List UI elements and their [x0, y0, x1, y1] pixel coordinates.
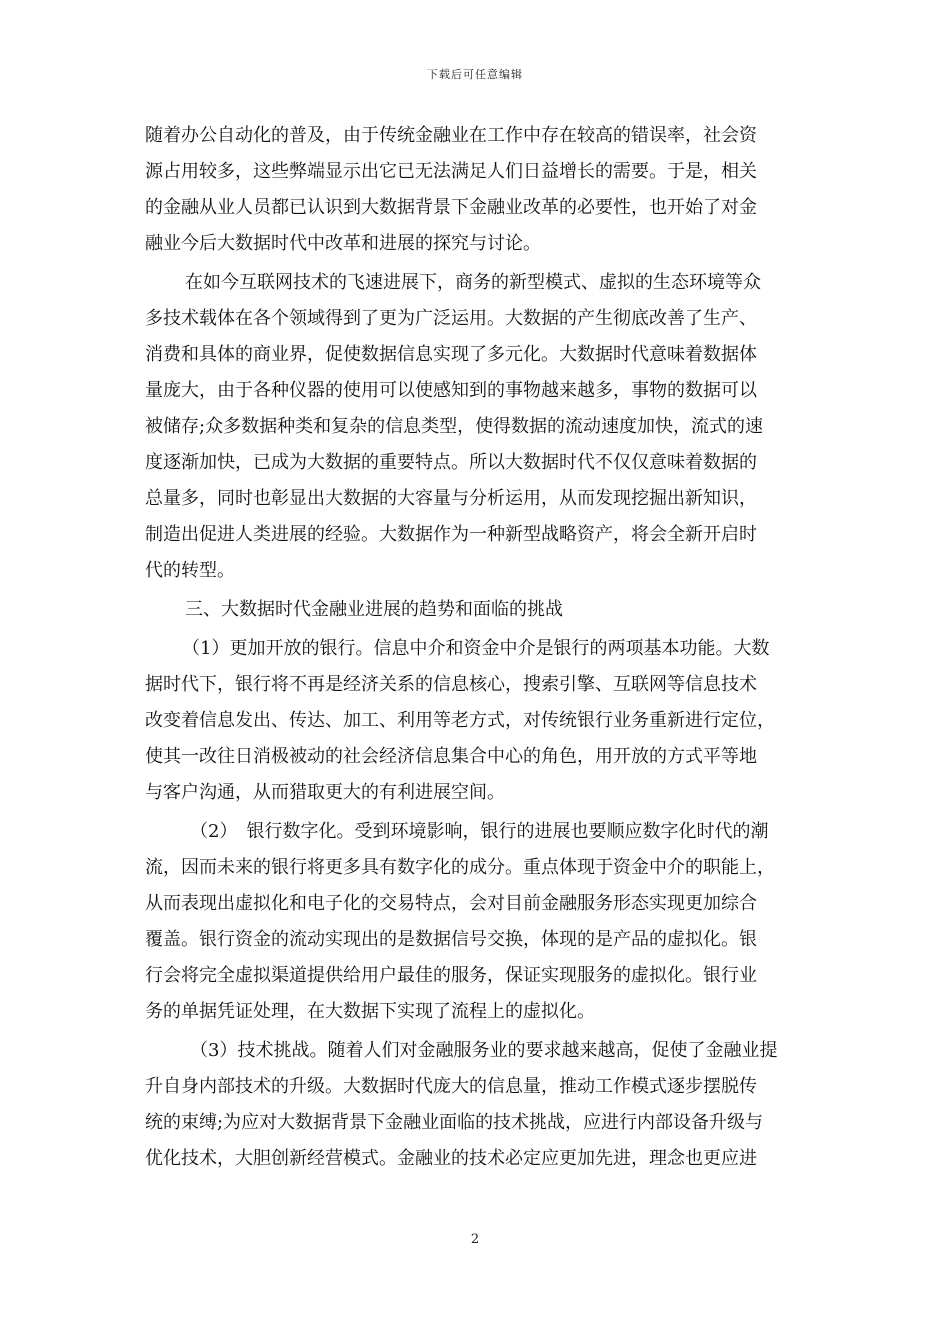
text-line: 制造出促进人类进展的经验。大数据作为一种新型战略资产，将会全新开启时 — [145, 524, 757, 545]
text-line: 融业今后大数据时代中改革和进展的探究与讨论。 — [145, 233, 541, 254]
body-text — [145, 118, 809, 1177]
section-heading — [145, 592, 809, 628]
paragraph — [145, 814, 809, 1030]
text-line: （2） 银行数字化。受到环境影响，银行的进展也要顺应数字化时代的潮 — [190, 821, 769, 842]
paragraph — [145, 118, 809, 262]
text-line: 源占用较多，这些弊端显示出它已无法满足人们日益增长的需要。于是，相关 — [145, 161, 757, 182]
paragraph — [145, 631, 809, 811]
text-line: 在如今互联网技术的飞速进展下，商务的新型模式、虚拟的生态环境等众 — [185, 272, 761, 293]
paragraph — [145, 265, 809, 589]
text-line: 优化技术，大胆创新经营模式。金融业的技术必定应更加先进，理念也更应进 — [145, 1148, 757, 1169]
text-line: 量庞大，由于各种仪器的使用可以使感知到的事物越来越多，事物的数据可以 — [145, 380, 757, 401]
text-line: （1）更加开放的银行。信息中介和资金中介是银行的两项基本功能。大数 — [182, 638, 770, 659]
text-line: 覆盖。银行资金的流动实现出的是数据信号交换，体现的是产品的虚拟化。银 — [145, 929, 757, 950]
text-line: 行会将完全虚拟渠道提供给用户最佳的服务，保证实现服务的虚拟化。银行业 — [145, 965, 757, 986]
text-line: 总量多，同时也彰显出大数据的大容量与分析运用，从而发现挖掘出新知识， — [145, 488, 757, 509]
text-line: 与客户沟通，从而猎取更大的有利进展空间。 — [145, 782, 505, 803]
text-line: 改变着信息发出、传达、加工、利用等老方式，对传统银行业务重新进行定位， — [145, 710, 775, 731]
text-line: 务的单据凭证处理，在大数据下实现了流程上的虚拟化。 — [145, 1001, 595, 1022]
text-line: 被储存;众多数据种类和复杂的信息类型，使得数据的流动速度加快，流式的速 — [145, 416, 764, 437]
text-line: 升自身内部技术的升级。大数据时代庞大的信息量，推动工作模式逐步摆脱传 — [145, 1076, 757, 1097]
text-line: 流，因而未来的银行将更多具有数字化的成分。重点体现于资金中介的职能上， — [145, 857, 775, 878]
text-line: 度逐渐加快，已成为大数据的重要特点。所以大数据时代不仅仅意味着数据的 — [145, 452, 757, 473]
text-line: 随着办公自动化的普及，由于传统金融业在工作中存在较高的错误率，社会资 — [145, 125, 757, 146]
text-line: 代的转型。 — [145, 560, 235, 581]
text-line: 三、大数据时代金融业进展的趋势和面临的挑战 — [185, 599, 563, 620]
page-header: 下载后可任意编辑 — [427, 68, 523, 81]
text-line: 从而表现出虚拟化和电子化的交易特点，会对目前金融服务形态实现更加综合 — [145, 893, 757, 914]
text-line: 多技术载体在各个领域得到了更为广泛运用。大数据的产生彻底改善了生产、 — [145, 308, 757, 329]
text-line: 的金融从业人员都已认识到大数据背景下金融业改革的必要性，也开始了对金 — [145, 197, 757, 218]
text-line: 消费和具体的商业界，促使数据信息实现了多元化。大数据时代意味着数据体 — [145, 344, 757, 365]
text-line: 据时代下，银行将不再是经济关系的信息核心，搜索引擎、互联网等信息技术 — [145, 674, 757, 695]
page-number: 2 — [470, 1232, 480, 1247]
paragraph — [145, 1033, 809, 1177]
text-line: 统的束缚;为应对大数据背景下金融业面临的技术挑战，应进行内部设备升级与 — [145, 1112, 764, 1133]
text-line: 使其一改往日消极被动的社会经济信息集合中心的角色，用开放的方式平等地 — [145, 746, 757, 767]
text-line: （3）技术挑战。随着人们对金融服务业的要求越来越高，促使了金融业提 — [190, 1040, 778, 1061]
